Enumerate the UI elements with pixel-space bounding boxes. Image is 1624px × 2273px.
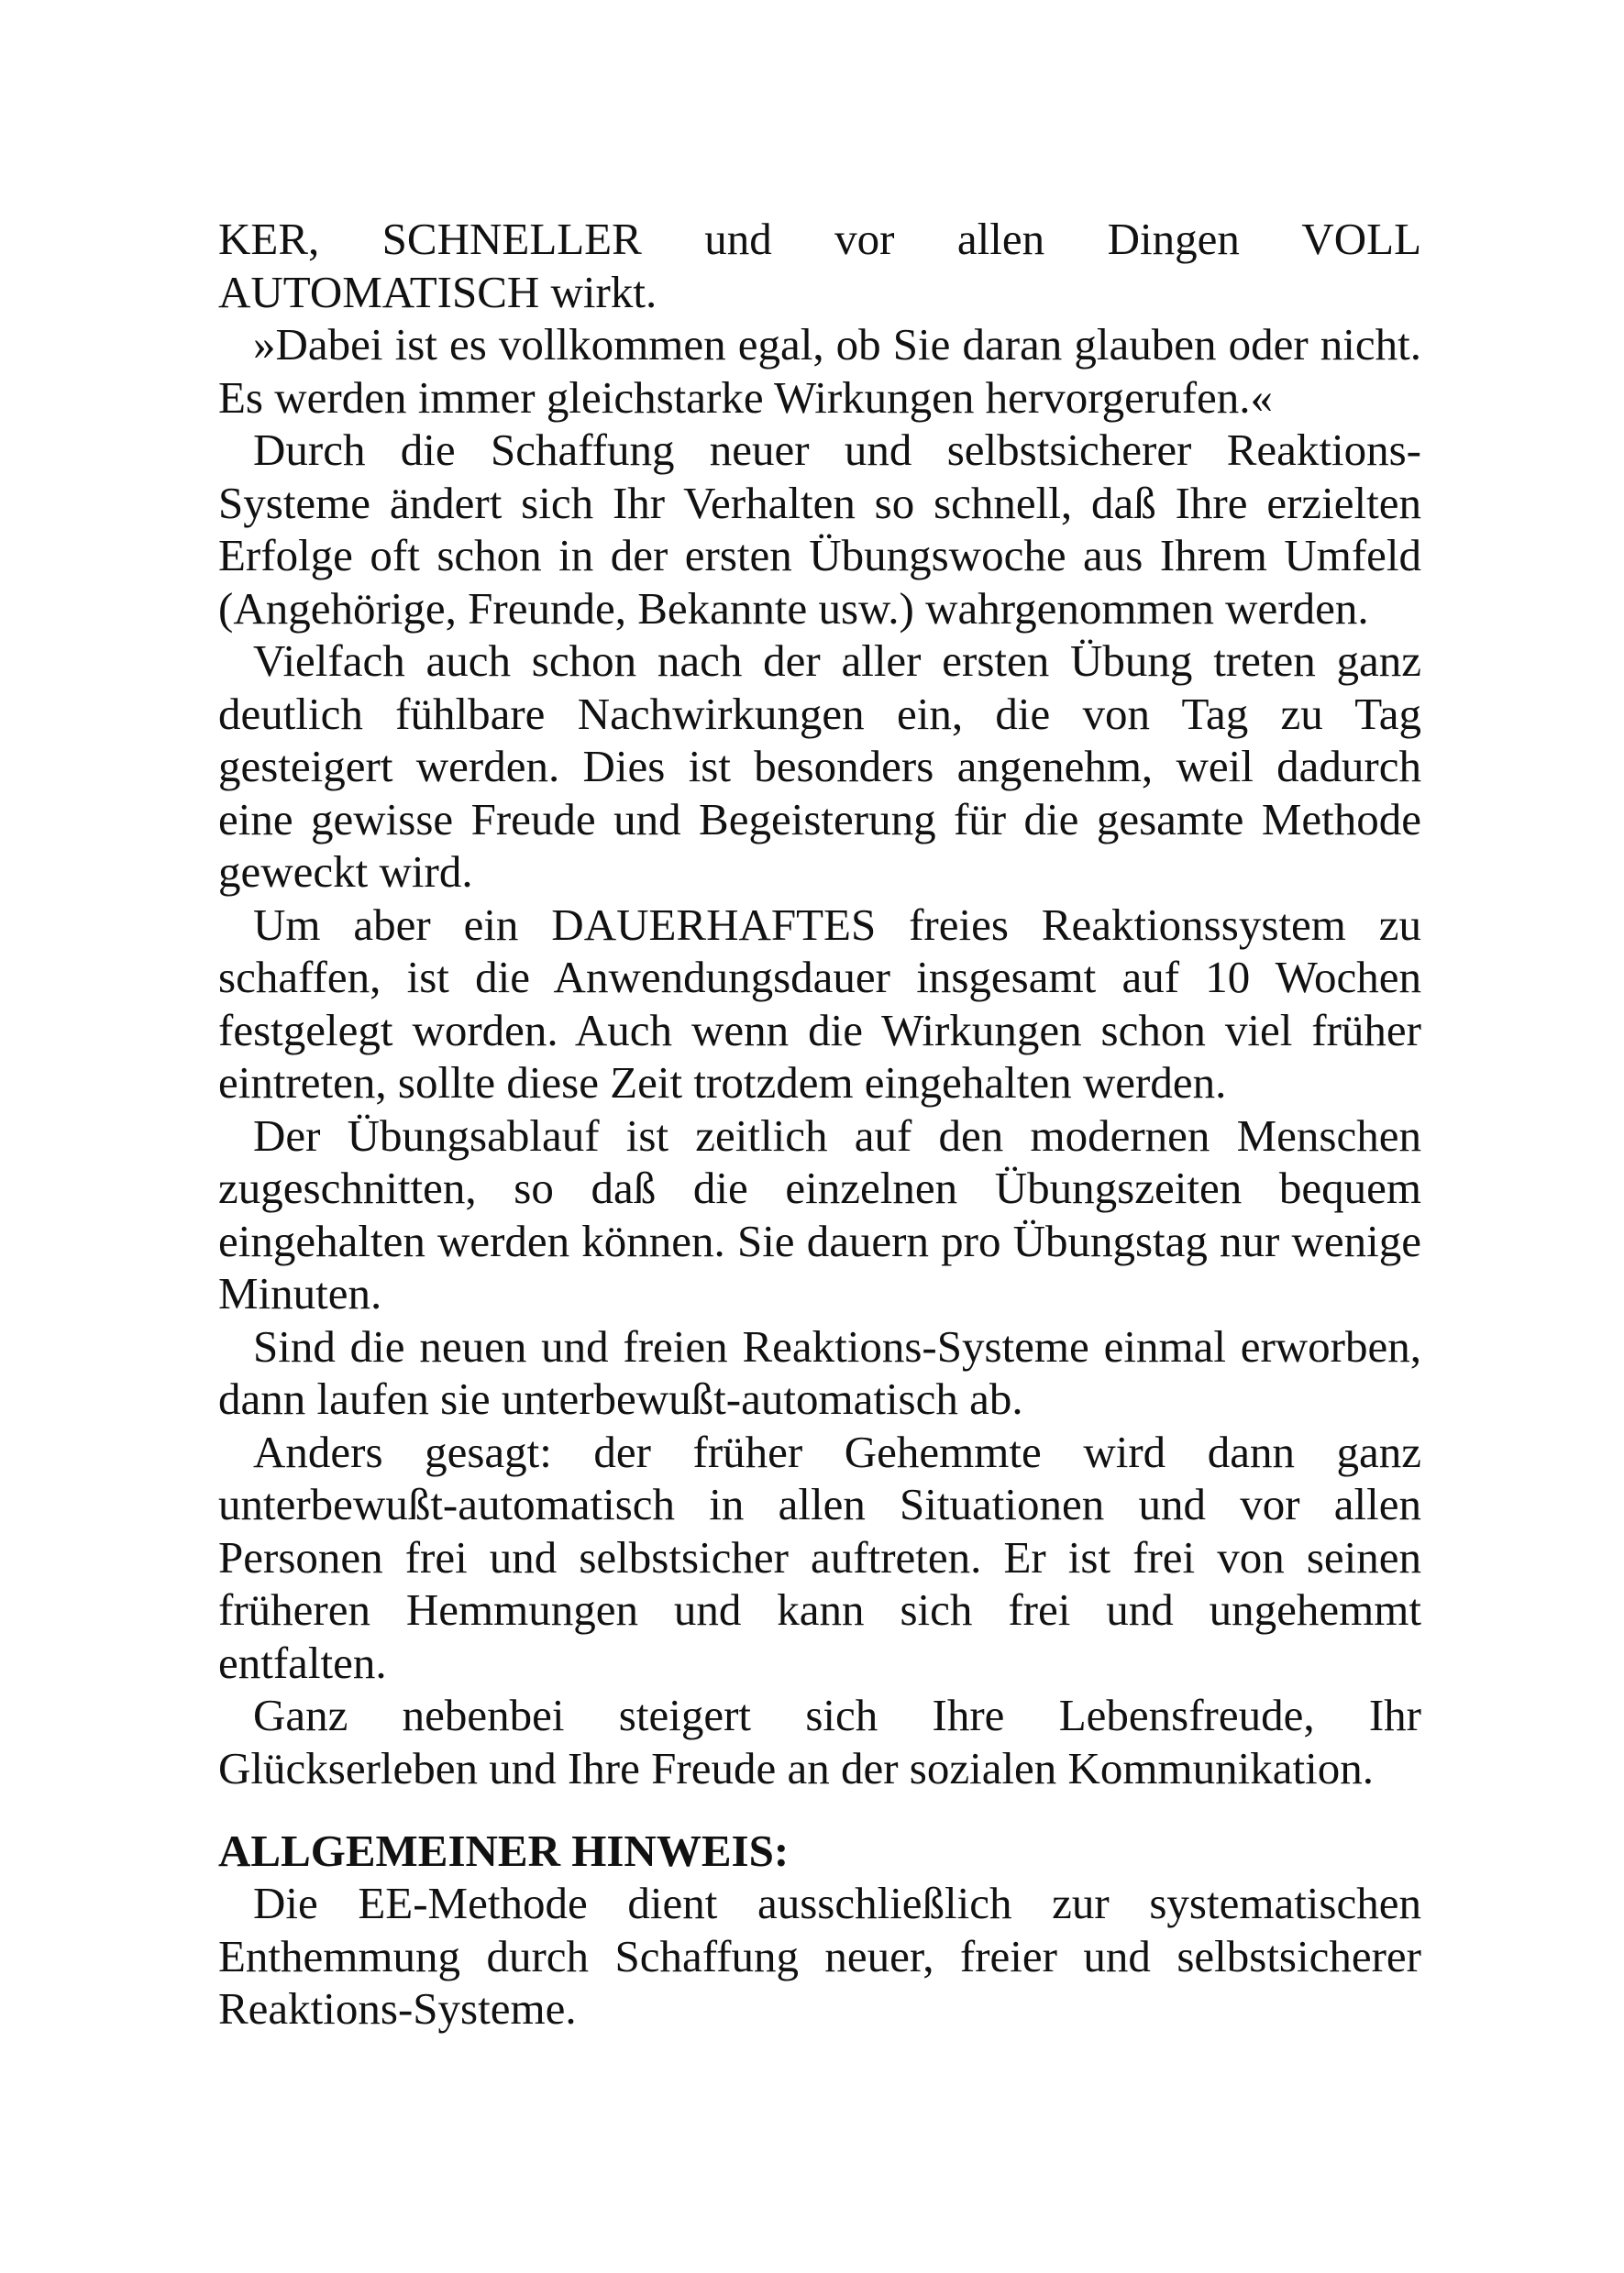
paragraph-duration: Um aber ein DAUERHAFTES freies Reaktionssystem zu schaffen, ist die Anwendungsdauer insgesamt auf 10 Wochen festgelegt worden. Auch wenn die Wirkungen schon viel früher eintreten, sollte diese Zeit trotzdem eingehalten werden. [218,899,1421,1108]
paragraph-continuation: KER, SCHNELLER und vor allen Dingen VOLL AUTOMATISCH wirkt. [218,214,1421,317]
paragraph-quote: »Dabei ist es vollkommen egal, ob Sie daran glauben oder nicht. Es werden immer gleichstarke Wirkungen hervorgerufen.« [218,319,1421,423]
paragraph-first-exercise: Vielfach auch schon nach der aller ersten Übung treten ganz deutlich fühlbare Nachwirkungen ein, die von Tag zu Tag gesteigert werden. Dies ist besonders angenehm, weil dadurch eine gewisse Freude und Begeisterung für die gesamte Methode geweckt wird. [218,635,1421,897]
paragraph-in-other-words: Anders gesagt: der früher Gehemmte wird dann ganz unterbewußt-automatisch in allen Situationen und vor allen Personen frei und selbstsicher auftreten. Er ist frei von seinen früheren Hemmungen und kann sich frei und ungehemmt entfalten. [218,1426,1421,1688]
notice-heading: ALLGEMEINER HINWEIS: [218,1826,790,1876]
paragraph-schedule: Der Übungsablauf ist zeitlich auf den modernen Menschen zugeschnitten, so daß die einzelnen Übungszeiten bequem eingehalten werden können. Sie dauern pro Übungstag nur wenige Minuten. [218,1109,1421,1319]
paragraph-acquired: Sind die neuen und freien Reaktions-Systeme einmal erworben, dann laufen sie unterbewußt-automatisch ab. [218,1320,1421,1424]
notice-text: Die EE-Methode dient ausschließlich zur systematischen Enthemmung durch Schaffung neuer, freier und selbstsicherer Reaktions-Systeme. [218,1878,1421,2034]
paragraph-joy-of-life: Ganz nebenbei steigert sich Ihre Lebensfreude, Ihr Glückserleben und Ihre Freude an der sozialen Kommunikation. [218,1690,1421,1793]
body-text [218,213,1421,1794]
paragraph-reaction-systems: Durch die Schaffung neuer und selbstsicherer Reaktions-Systeme ändert sich Ihr Verhalten so schnell, daß Ihre erzielten Erfolge oft schon in der ersten Übungswoche aus Ihrem Umfeld (Angehörige, Freunde, Bekannte usw.) wahrgenommen werden. [218,425,1421,634]
